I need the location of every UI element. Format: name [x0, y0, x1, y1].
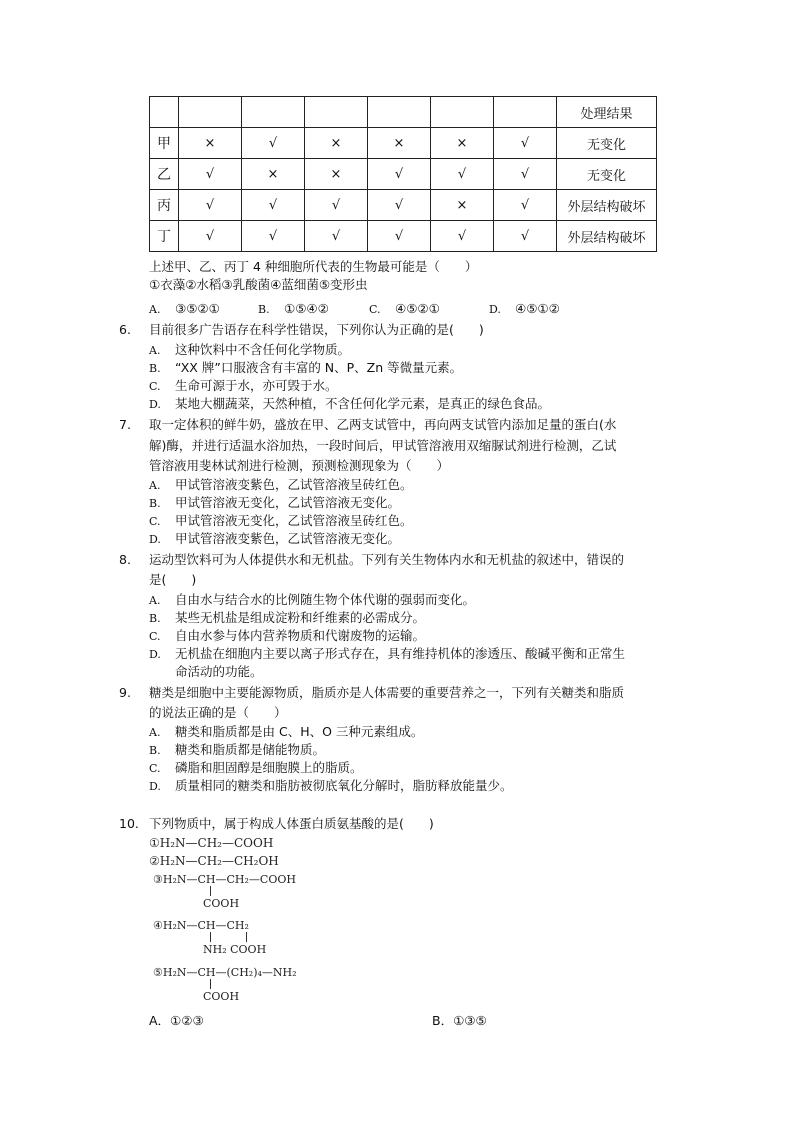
- mark-cell: √: [494, 221, 557, 252]
- formula-4-main: ④H₂N—CH—CH₂: [153, 919, 249, 932]
- row-label: 丁: [150, 221, 179, 252]
- mark-cell: ×: [305, 128, 368, 159]
- table-header-row: [150, 97, 657, 128]
- result-header: 处理结果: [557, 97, 657, 128]
- formula-5-main: ⑤H₂N—CH—(CH₂)₄—NH₂: [153, 966, 297, 979]
- mark-cell: ×: [179, 128, 242, 159]
- q10-stem: 下列物质中，属于构成人体蛋白质氨基酸的是( ): [149, 816, 434, 831]
- q7-number: 7.: [119, 417, 131, 432]
- formula-3-main: ③H₂N—CH—CH₂—COOH: [153, 873, 296, 886]
- mark-cell: √: [494, 128, 557, 159]
- q9-option-a: A. 糖类和脂质都是由 C、H、O 三种元素组成。: [149, 724, 424, 739]
- q5-option-d: D. ④⑤①②: [489, 301, 560, 316]
- q6-option-c: C. 生命可源于水，亦可毁于水。: [149, 378, 338, 393]
- mark-cell: √: [179, 221, 242, 252]
- mark-cell: ×: [305, 159, 368, 190]
- q7-stem-line: 取一定体积的鲜牛奶，盛放在甲、乙两支试管中，再向两支试管内添加足量的蛋白(水: [149, 417, 617, 432]
- formula-2: ②H₂N—CH₂—CH₂OH: [149, 854, 279, 868]
- result-cell: 无变化: [557, 159, 657, 190]
- mark-cell: √: [242, 190, 305, 221]
- mark-cell: ×: [242, 159, 305, 190]
- mark-cell: ×: [431, 190, 494, 221]
- formula-5-bond: [210, 979, 211, 989]
- q8-stem-line: 运动型饮料可为人体提供水和无机盐。下列有关生物体内水和无机盐的叙述中，错误的: [149, 552, 625, 567]
- q9-option-d: D. 质量相同的糖类和脂肪被彻底氧化分解时，脂肪释放能量少。: [149, 778, 513, 793]
- q5-items: ①衣藻②水稻③乳酸菌④蓝细菌⑤变形虫: [149, 277, 368, 292]
- q10-option-a: A．①②③: [149, 1013, 204, 1028]
- mark-cell: √: [368, 159, 431, 190]
- formula-3-bond: [210, 886, 211, 896]
- row-label: 丙: [150, 190, 179, 221]
- formula-5-sub: COOH: [203, 990, 240, 1003]
- mark-cell: √: [179, 190, 242, 221]
- mark-cell: √: [494, 190, 557, 221]
- mark-cell: √: [242, 128, 305, 159]
- q5-option-c: C. ④⑤②①: [369, 301, 440, 316]
- table-row: [150, 190, 657, 221]
- q5-option-a: A. ③⑤②①: [149, 301, 220, 316]
- q6-option-d: D. 某地大棚蔬菜，天然种植，不含任何化学元素，是真正的绿色食品。: [149, 396, 551, 411]
- formula-4-bond-left: [210, 932, 211, 942]
- mark-cell: √: [305, 221, 368, 252]
- mark-cell: √: [494, 159, 557, 190]
- q6-option-b: B. “XX 牌”口服液含有丰富的 N、P、Zn 等微量元素。: [149, 360, 463, 375]
- q9-stem-line: 的说法正确的是（ ）: [149, 705, 287, 720]
- q7-option-d: D. 甲试管溶液变紫色，乙试管溶液无变化。: [149, 531, 401, 546]
- q7-stem-line: 管溶液用斐林试剂进行检测，预测检测现象为（ ）: [149, 458, 450, 473]
- q5-stem: 上述甲、乙、丙丁 4 种细胞所代表的生物最可能是（ ）: [149, 259, 478, 274]
- formula-4-bond-right: [246, 932, 247, 942]
- q6-number: 6.: [119, 322, 131, 337]
- q8-option-d-continued: 命活动的功能。: [175, 664, 263, 679]
- q9-option-c: C. 磷脂和胆固醇是细胞膜上的脂质。: [149, 760, 363, 775]
- mark-cell: √: [368, 221, 431, 252]
- q6-stem: 目前很多广告语存在科学性错误，下列你认为正确的是( ): [149, 322, 484, 337]
- mark-cell: √: [431, 221, 494, 252]
- table-row: [150, 128, 657, 159]
- mark-cell: √: [242, 221, 305, 252]
- q7-option-c: C. 甲试管溶液无变化，乙试管溶液呈砖红色。: [149, 513, 413, 528]
- mark-cell: √: [368, 190, 431, 221]
- q7-option-a: A. 甲试管溶液变紫色，乙试管溶液呈砖红色。: [149, 477, 413, 492]
- q6-option-a: A. 这种饮料中不含任何化学物质。: [149, 342, 351, 357]
- q7-stem-line: 解)酶，并进行适温水浴加热，一段时间后，甲试管溶液用双缩脲试剂进行检测，乙试: [149, 438, 617, 453]
- experiment-table: [149, 96, 657, 252]
- table-row: [150, 221, 657, 252]
- row-label: 乙: [150, 159, 179, 190]
- q8-option-c: C. 自由水参与体内营养物质和代谢废物的运输。: [149, 628, 426, 643]
- mark-cell: √: [431, 159, 494, 190]
- q10-number: 10.: [119, 816, 139, 831]
- q8-number: 8.: [119, 552, 131, 567]
- q9-option-b: B. 糖类和脂质都是储能物质。: [149, 742, 326, 757]
- q9-number: 9.: [119, 685, 131, 700]
- q8-stem-line: 是( ): [149, 572, 197, 587]
- result-cell: 外层结构破坏: [557, 190, 657, 221]
- table-row: [150, 159, 657, 190]
- q7-option-b: B. 甲试管溶液无变化，乙试管溶液无变化。: [149, 495, 401, 510]
- q5-option-b: B. ①⑤④②: [258, 301, 329, 316]
- q10-option-b: B．①③⑤: [432, 1013, 487, 1028]
- row-label: 甲: [150, 128, 179, 159]
- formula-1: ①H₂N—CH₂—COOH: [149, 836, 274, 850]
- mark-cell: ×: [368, 128, 431, 159]
- q8-option-d: D. 无机盐在细胞内主要以离子形式存在，具有维持机体的渗透压、酸碱平衡和正常生: [149, 646, 626, 661]
- result-cell: 外层结构破坏: [557, 221, 657, 252]
- mark-cell: ×: [431, 128, 494, 159]
- q8-option-a: A. 自由水与结合水的比例随生物个体代谢的强弱而变化。: [149, 592, 476, 607]
- q9-stem-line: 糖类是细胞中主要能源物质，脂质亦是人体需要的重要营养之一，下列有关糖类和脂质: [149, 685, 625, 700]
- q8-option-b: B. 某些无机盐是组成淀粉和纤维素的必需成分。: [149, 610, 426, 625]
- formula-4-sub: NH₂ COOH: [203, 943, 267, 956]
- result-cell: 无变化: [557, 128, 657, 159]
- mark-cell: √: [305, 190, 368, 221]
- formula-3-sub: COOH: [203, 897, 240, 910]
- mark-cell: √: [179, 159, 242, 190]
